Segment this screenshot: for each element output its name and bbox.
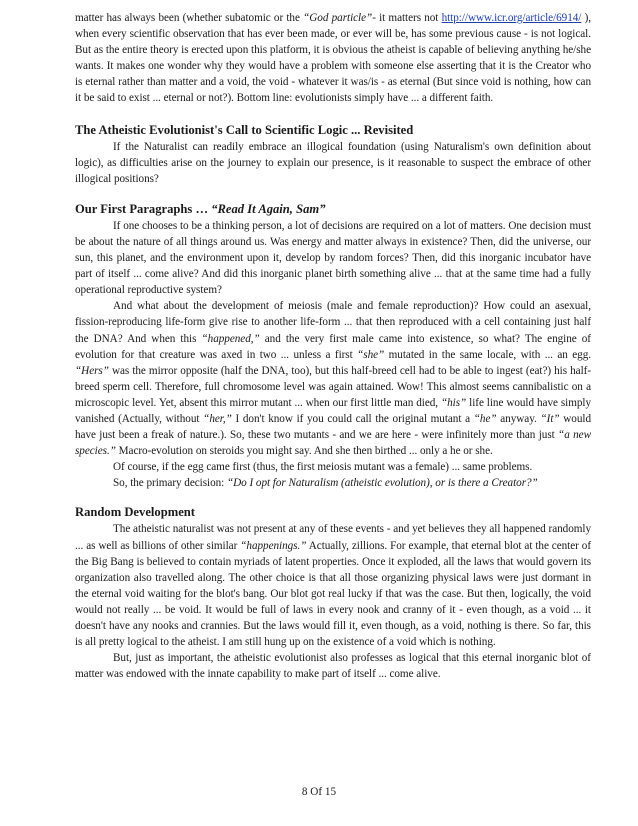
s3-quote-happenings: “happenings.” <box>240 539 307 552</box>
icr-article-link[interactable]: http://www.icr.org/article/6914/ <box>441 12 582 24</box>
heading-plain-text: Our First Paragraphs … <box>75 201 212 216</box>
s3-text-b: Actually, zillions. For example, that eternal blot at the center of the Big Bang is believed to contain myriads of latent properties. Once it exploded, all the laws that would govern its organization also travelled along. The other choice is that all those organizing physical laws were just dormant in the eternal void waiting for the blot's bang. Our blot got real lucky if that was the case. But then, logically, the void would not really ... be void. It would be full of laws in every nook and cranny of it - even though, as a void ... it doesn't have any nooks and crannies. But the laws would fill it, even though, as a void, nothing is there. So far, this is all pretty logical to the atheist. I am still hung up on the existence of a void which is nothing. <box>75 539 592 649</box>
page-content <box>75 10 591 682</box>
heading-quote-text: “Read It Again, Sam” <box>211 201 326 216</box>
p2-quote-his: “his” <box>440 396 467 409</box>
p4-quote-primary-decision: “Do I opt for Naturalism (atheistic evolution), or is there a Creator?” <box>226 477 538 490</box>
p2-text-b: and the very first male came into existence, so what? The engine of evolution for that creature was axed in two ... unless a first <box>75 332 591 361</box>
p2-text-e: life line would have simply vanished (Actually, without <box>75 396 591 425</box>
p2-quote-it: “It” <box>540 412 560 425</box>
intro-text-1: matter has always been (whether subatomic or the <box>75 12 304 24</box>
p2-quote-her: “her,” <box>203 412 232 425</box>
section-heading-scientific-logic: The Atheistic Evolutionist's Call to Scientific Logic ... Revisited <box>75 122 414 137</box>
p2-quote-she: “she” <box>357 348 385 361</box>
intro-text-3: ), when every scientific observation that has ever been made, or ever will be, has some previous cause - is not logical. But as the entire theory is erected upon this platform, it is obvious the atheist is capable of believing anything he/she wants. It makes one wonder why they would have a problem with someone else asserting that it is the Creator who is eternal rather than matter and a void, the void - whatever it was/is - as eternal (But since void is nothing, how can it be said to exist ... eternal or not?). Bottom line: evolutionists simply have ... a different faith. <box>75 12 591 105</box>
intro-text-2: - it matters not <box>372 12 442 24</box>
section2-paragraph-3: Of course, if the egg came first (thus, the first meiosis mutant was a female) ... same problems. <box>113 461 533 474</box>
p2-text-c: mutated in the same locale, with ... an egg. <box>384 348 592 361</box>
intro-paragraph <box>75 10 591 107</box>
p2-text-f: I don't know if you could call the original mutant a <box>231 412 474 425</box>
section1-paragraph: If the Naturalist can readily embrace an illogical foundation (using Naturalism's own definition about logic), as difficulties arise on the journey to explain our presence, is it reasonable to suspect the embrace of other illogical positions? <box>75 140 591 185</box>
p2-text-h: would have just been a freak of nature.). So, these two mutants - and we are here - were infinitely more than just <box>75 412 591 442</box>
p2-text-g: anyway. <box>496 412 541 425</box>
p2-text-i: Macro-evolution on steroids you might say. And she then birthed ... only a he or she. <box>115 445 493 458</box>
p2-quote-new-species: “a new species.” <box>75 429 591 458</box>
s3-text-a: The atheistic naturalist was not present at any of these events - and yet believes they all happened randomly ... as well as billions of other similar <box>75 523 591 552</box>
section2-paragraph-2 <box>75 298 591 459</box>
p2-quote-he: “he” <box>473 412 497 425</box>
section-heading-random-development: Random Development <box>75 505 195 520</box>
section2-paragraph-1: If one chooses to be a thinking person, a lot of decisions are required on a lot of matters. One decision must be about the nature of all things around us. Was energy and matter always in existence? Then, did the universe, our sun, this planet, and the environment upon it, develop by random forces? Then, did this inorganic incubator have part of itself ... come alive? And did this inorganic planet birth something alive ... that at the same time had a fully operational reproductive system? <box>75 219 591 297</box>
p2-text-a: And what about the development of meiosis (male and female reproduction)? How could an asexual, fission-reproducing life-form give rise to another life-form ... that then reproduced with a cell containing just half the DNA? And when this <box>75 300 591 345</box>
p2-quote-hers: “Hers” <box>75 364 109 377</box>
page-number-footer: 8 Of 15 <box>301 786 337 798</box>
section3-paragraph-1 <box>75 521 591 650</box>
section3-paragraph-2: But, just as important, the atheistic evolutionist also professes as logical that this eternal inorganic blot of matter was endowed with the innate capability to make part of itself ... come alive. <box>75 652 591 681</box>
intro-quote-god-particle: “God particle” <box>303 12 373 24</box>
p4-text-a: So, the primary decision: <box>113 477 227 490</box>
p2-quote-happened: “happened,” <box>201 332 260 345</box>
section-heading-first-paragraphs <box>75 201 591 218</box>
p2-text-d: was the mirror opposite (half the DNA, too), but this half-breed cell had to be able to ingest (eat?) his half-breed sperm cell. Therefore, full chromosome level was again attained. Wow! This almost seems cannibalistic on a microscopic level. Yet, absent this mirror mutant ... when our first little man died, <box>75 364 591 409</box>
section2-paragraph-4 <box>75 475 591 491</box>
